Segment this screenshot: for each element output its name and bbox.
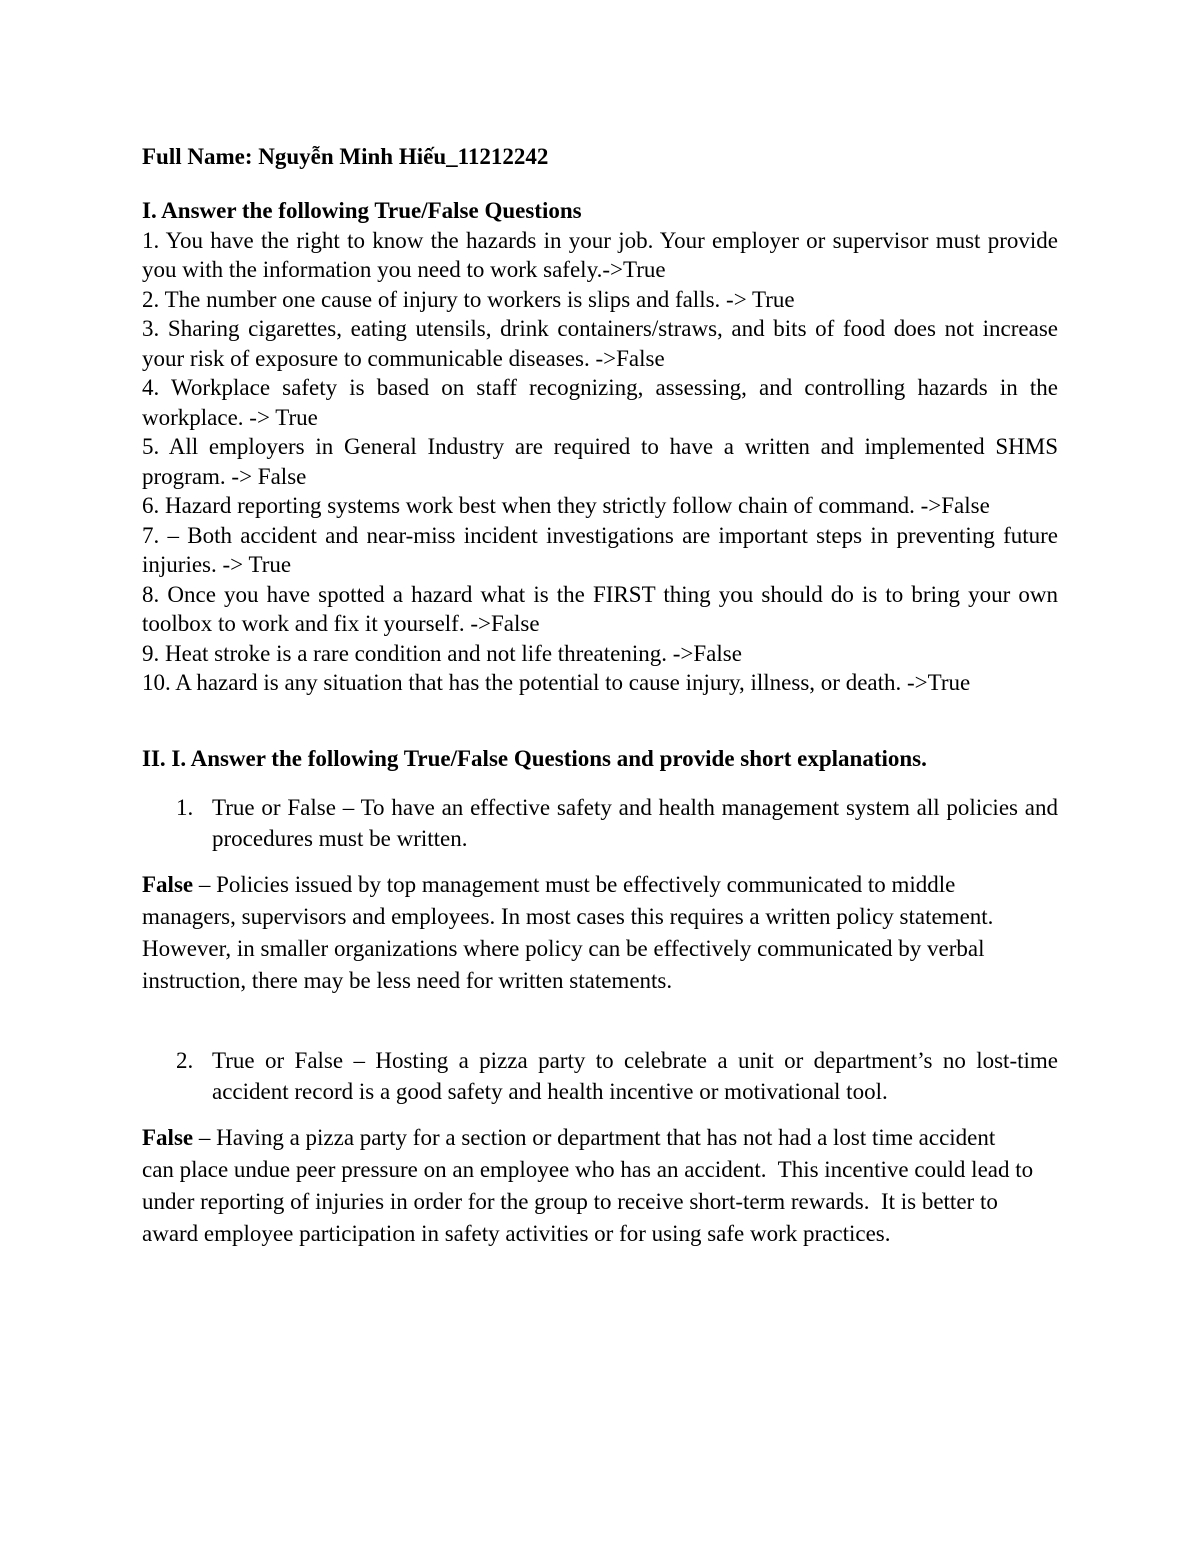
- tf-question-7: 7. – Both accident and near-miss incident investigations are important steps in preventing future injuries. -> True: [142, 522, 1058, 577]
- answer-label: False: [142, 1124, 194, 1150]
- tf-question-2: 2. The number one cause of injury to workers is slips and falls. -> True: [142, 286, 795, 312]
- explained-question-2: [142, 1045, 1058, 1108]
- explanation-text: – Policies issued by top management must be effectively communicated to middle managers, supervisors and employees. In most cases this requires a written policy statement. However, in smaller organizations where policy can be effectively communicated by verbal instruction, there may be less need for written statements.: [142, 871, 994, 993]
- tf-question-4: 4. Workplace safety is based on staff recognizing, assessing, and controlling hazards in the workplace. -> True: [142, 375, 1058, 430]
- question-number: 2.: [176, 1047, 194, 1073]
- question-number: 1.: [176, 794, 194, 820]
- explained-question-1: [142, 792, 1058, 855]
- question-text: True or False – To have an effective safety and health management system all policies and procedures must be written.: [212, 794, 1058, 851]
- section-2-title: II. I. Answer the following True/False Questions and provide short explanations.: [142, 745, 927, 771]
- explanation-2: [142, 1122, 1048, 1250]
- tf-question-3: 3. Sharing cigarettes, eating utensils, drink containers/straws, and bits of food does not increase your risk of exposure to communicable diseases. ->False: [142, 316, 1058, 371]
- tf-question-5: 5. All employers in General Industry are required to have a written and implemented SHMS program. -> False: [142, 434, 1058, 489]
- full-name-line: Full Name: Nguyễn Minh Hiếu_11212242: [142, 144, 549, 169]
- explanation-1: [142, 869, 1048, 997]
- tf-question-9: 9. Heat stroke is a rare condition and not life threatening. ->False: [142, 640, 742, 666]
- tf-question-6: 6. Hazard reporting systems work best when they strictly follow chain of command. ->False: [142, 493, 990, 518]
- section-1-title: I. Answer the following True/False Questions: [142, 198, 582, 223]
- explanation-text: – Having a pizza party for a section or department that has not had a lost time accident can place undue peer pressure on an employee who has an accident. This incentive could lead to under reporting of injuries in order for the group to receive short-term rewards. It is better to award employee participation in safety activities or for using safe work practices.: [142, 1124, 1039, 1246]
- tf-question-1: 1. You have the right to know the hazards in your job. Your employer or supervisor must provide you with the information you need to work safely.->True: [142, 227, 1058, 282]
- tf-question-10: 10. A hazard is any situation that has the potential to cause injury, illness, or death. ->True: [142, 670, 971, 695]
- document-content: [142, 140, 1058, 1250]
- tf-question-8: 8. Once you have spotted a hazard what is the FIRST thing you should do is to bring your own toolbox to work and fix it yourself. ->False: [142, 581, 1058, 636]
- question-text: True or False – Hosting a pizza party to celebrate a unit or department’s no lost-time accident record is a good safety and health incentive or motivational tool.: [212, 1047, 1058, 1104]
- true-false-list: [142, 226, 1058, 698]
- answer-label: False: [142, 871, 194, 897]
